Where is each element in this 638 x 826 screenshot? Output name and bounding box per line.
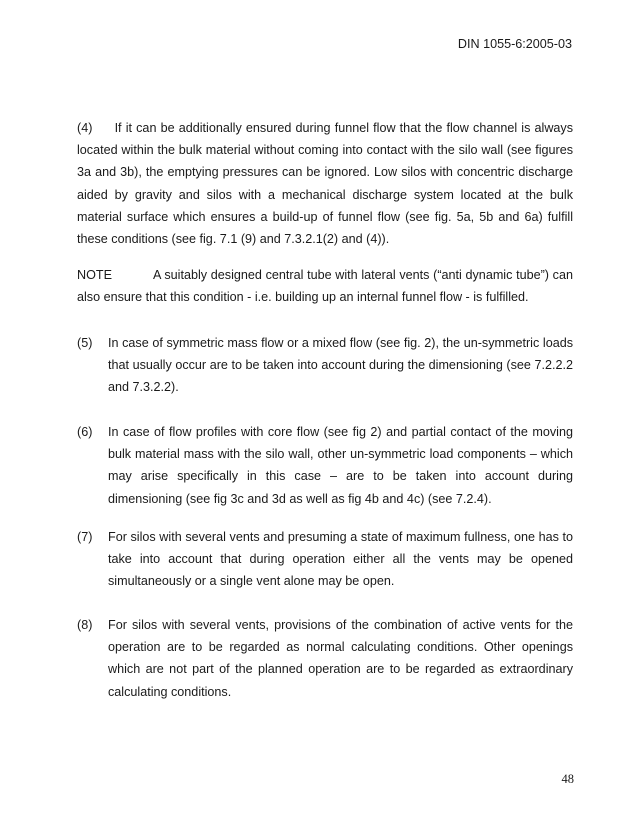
item-text: For silos with several vents, provisions of the combination of active vents for the operation are to be regarded as normal calculating conditions. Other openings which are not part of the planned operation are to be regarded as extraordinary calculating conditions.: [108, 618, 573, 699]
paragraph-4: [77, 117, 573, 250]
paragraph-text: If it can be additionally ensured during funnel flow that the flow channel is always located within the bulk material without coming into contact with the silo wall (see figures 3a and 3b), the emptying pressures can be ignored. Low silos with concentric discharge aided by gravity and silos with a mechanical discharge system located at the bulk material surface which ensures a build-up of funnel flow (see fig. 5a, 5b and 6a) fulfill these conditions (see fig. 7.1 (9) and 7.3.2.1(2) and (4)).: [77, 121, 574, 247]
list-item: [77, 421, 573, 510]
item-number: (7): [77, 530, 93, 544]
item-number: (8): [77, 618, 93, 632]
list-item: [77, 526, 573, 593]
list-item: [77, 614, 573, 703]
document-id-header: DIN 1055-6:2005-03: [457, 37, 572, 51]
page-number: 48: [561, 772, 574, 786]
item-number: (5): [77, 336, 93, 350]
note-text: A suitably designed central tube with lateral vents (“anti dynamic tube”) can also ensure that this condition - i.e. building up an internal funnel flow - is fulfilled.: [77, 268, 573, 305]
item-text: In case of symmetric mass flow or a mixed flow (see fig. 2), the un-symmetric loads that usually occur are to be taken into account during the dimensioning (see 7.2.2.2 and 7.3.2.2).: [108, 336, 573, 395]
paragraph-number: (4): [77, 121, 93, 135]
item-text: In case of flow profiles with core flow (see fig 2) and partial contact of the moving bulk material mass with the silo wall, other un-symmetric load components – which may arise specifically in this case – are to be taken into account during dimensioning (see fig 3c and 3d as well as fig 4b and 4c) (see 7.2.4).: [108, 425, 573, 506]
item-text: For silos with several vents and presuming a state of maximum fullness, one has to take into account that during operation either all the vents may be opened simultaneously or a single vent alone may be open.: [108, 530, 573, 589]
note-paragraph: [77, 264, 573, 308]
item-number: (6): [77, 425, 93, 439]
note-label: NOTE: [77, 268, 112, 282]
list-item: [77, 332, 573, 399]
